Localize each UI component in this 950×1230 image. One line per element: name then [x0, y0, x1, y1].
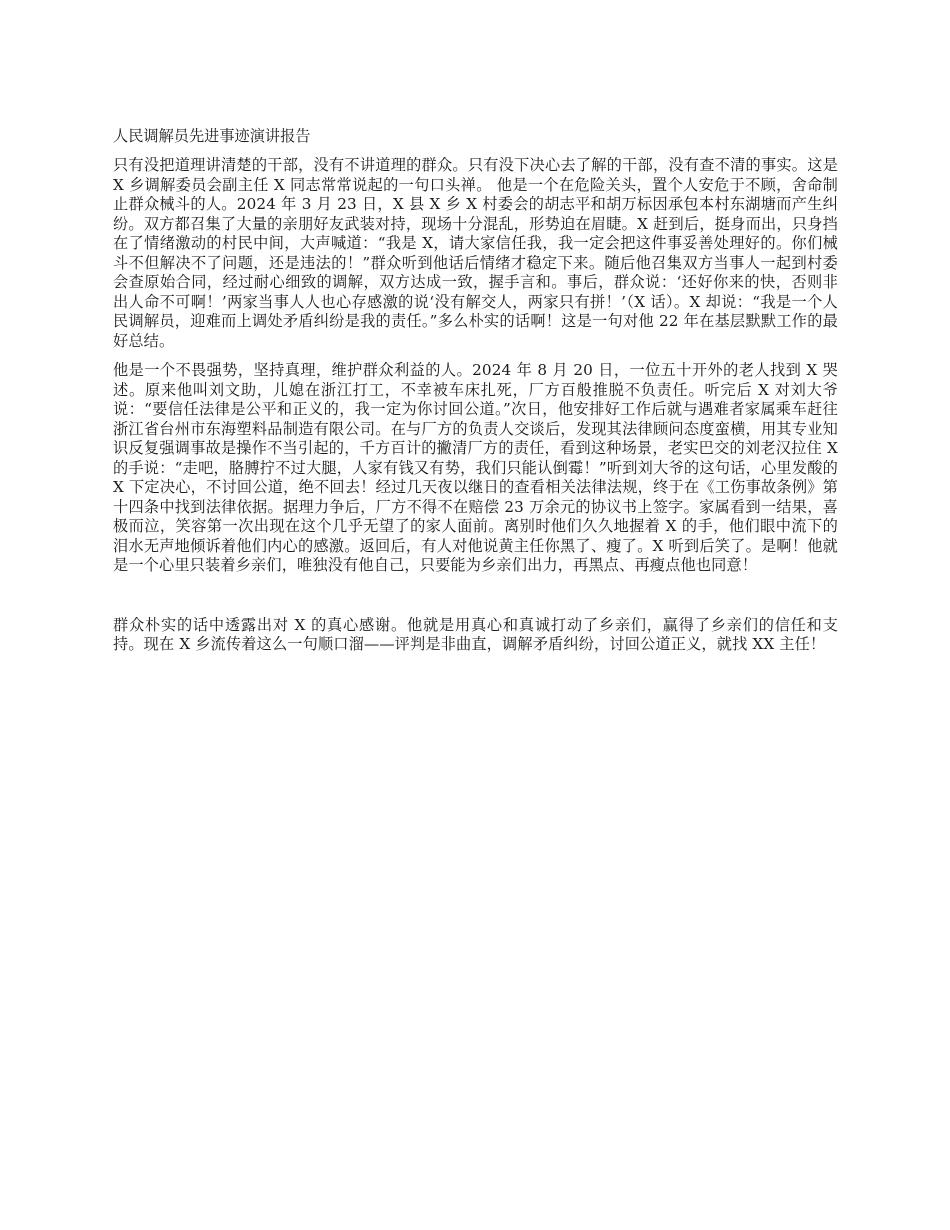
document-page	[113, 126, 838, 655]
paragraph-mediator-intro: 只有没把道理讲清楚的干部，没有不讲道理的群众。只有没下决心去了解的干部，没有查不清的事实。这是 X 乡调解委员会副主任 X 同志常常说起的一句口头禅。 他是一个在危险关头，置个人安危于不顾，舍命制止群众械斗的人。2024 年 3 月 23 日，X 县 X 乡 X 村委会的胡志平和胡万标因承包本村东湖塘而产生纠纷。双方都召集了大量的亲朋好友武装对持，现场十分混乱，形势迫在眉睫。X 赶到后，挺身而出，只身挡在了情绪激动的村民中间，大声喊道：“我是 X，请大家信任我，我一定会把这件事妥善处理好的。你们械斗不但解决不了问题，还是违法的！”群众听到他话后情绪才稳定下来。随后他召集双方当事人一起到村委会查原始合同，经过耐心细致的调解，双方达成一致，握手言和。事后，群众说：‘还好你来的快，否则非出人命不可啊！’两家当事人人也心存感激的说‘没有解交人，两家只有拼！’（X 话）。X 却说：“我是一个人民调解员，迎难而上调处矛盾纠纷是我的责任。”多么朴实的话啊！这是一句对他 22 年在基层默默工作的最好总结。	[113, 156, 838, 350]
document-title: 人民调解员先进事迹演讲报告	[113, 127, 311, 145]
blank-spacer	[113, 576, 838, 616]
paragraph-conclusion: 群众朴实的话中透露出对 X 的真心感谢。他就是用真心和真诚打动了乡亲们，赢得了乡亲们的信任和支持。现在 X 乡流传着这么一句顺口溜——评判是非曲直，调解矛盾纠纷，讨回公道正义，就找 XX 主任！	[113, 615, 838, 653]
paragraph-upholding-justice: 他是一个不畏强势，坚持真理，维护群众利益的人。2024 年 8 月 20 日，一位五十开外的老人找到 X 哭述。原来他叫刘文助，儿媳在浙江打工，不幸被车床扎死，厂方百般推脱不负责任。听完后 X 对刘大爷说：“要信任法律是公平和正义的，我一定为你讨回公道。”次日，他安排好工作后就与遇难者家属乘车赶往浙江省台州市东海塑料品制造有限公司。在与厂方的负责人交谈后，发现其法律顾问态度蛮横，用其专业知识反复强调事故是操作不当引起的，千方百计的撇清厂方的责任，看到这种场景，老实巴交的刘老汉拉住 X 的手说：“走吧，胳膊拧不过大腿，人家有钱又有势，我们只能认倒霉！”听到刘大爷的这句话，心里发酸的 X 下定决心，不讨回公道，绝不回去！经过几天夜以继日的查看相关法律法规，终于在《工伤事故条例》第十四条中找到法律依据。据理力争后，厂方不得不在赔偿 23 万余元的协议书上签字。家属看到一结果，喜极而泣，笑容第一次出现在这个几乎无望了的家人面前。离别时他们久久地握着 X 的手，他们眼中流下的泪水无声地倾诉着他们内心的感激。返回后，有人对他说黄主任你黑了、瘦了。X 听到后笑了。是啊！他就是一个心里只装着乡亲们，唯独没有他自己，只要能为乡亲们出力，再黑点、再瘦点他也同意！	[113, 361, 838, 574]
